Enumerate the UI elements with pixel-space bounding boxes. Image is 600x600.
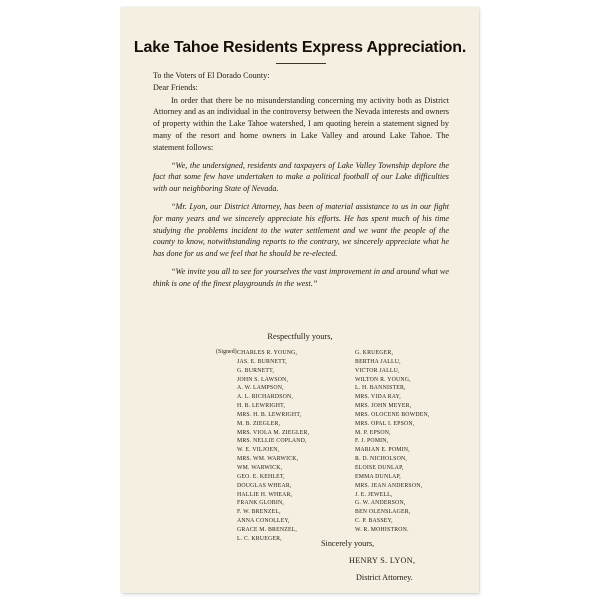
- signer-name: W. E. VILJOEN,: [237, 447, 280, 454]
- signer-name: MRS. NELLIE COPLAND,: [237, 438, 307, 445]
- signer-name: C. P. BASSEY,: [355, 518, 393, 525]
- quote-paragraph: “Mr. Lyon, our District Attorney, has been of material assistance to us in our fight for many years and we sincerely appreciate his efforts. He has spent much of his time studying the problems incident to the water settlement and we want the people of the county to know, notwithstanding reports to the contrary, we sincerely appreciate what he has done for us and we feel that he should be re-elected.: [153, 201, 449, 259]
- signer-name: GRACE M. BRENZEL,: [237, 526, 298, 533]
- signer-name: BERTHA JALLU,: [355, 358, 401, 365]
- signer-name: VICTOR JALLU,: [355, 367, 400, 374]
- signature-title: District Attorney.: [356, 573, 413, 582]
- letter-body: [153, 70, 449, 290]
- signer-name: R. D. NICHOLSON,: [355, 456, 407, 463]
- letter-address: To the Voters of El Dorado County:: [153, 71, 270, 80]
- signer-name: F. W. BRENZEL,: [237, 509, 281, 516]
- intro-paragraph: In order that there be no misunderstanding concerning my activity both as District Attorney and as an individual in the controversy between the Nevada interests and owners of property within the Lake Tahoe watershed, I am quoting herein a statement signed by many of the resort and home owners in Lake Valley and around Lake Tahoe. The statement follows:: [153, 95, 449, 152]
- quote-paragraph: “We invite you all to see for yourselves the vast improvement in and around what we think is one of the finest playgrounds in the west.”: [153, 266, 449, 288]
- signer-name: G. BURNETT,: [237, 367, 275, 374]
- signer-name: H. B. LEWRIGHT,: [237, 403, 286, 410]
- signer-name: G. W. ANDERSON,: [355, 500, 406, 507]
- signer-name: W. R. MOHISTRON.: [355, 526, 409, 533]
- quote-paragraph: “We, the undersigned, residents and taxpayers of Lake Valley Township deplore the fact that some few have undertaken to make a political football of our Lake difficulties with our neighboring State of Nevada.: [153, 160, 449, 194]
- signer-name: HALLIE H. WHEAR,: [237, 491, 293, 498]
- signer-name: M. B. ZIEGLER,: [237, 420, 281, 427]
- signer-name: ANNA CONOLLEY,: [237, 518, 290, 525]
- signer-name: CHARLES R. YOUNG,: [237, 350, 298, 356]
- signer-name: FRANK GLOBIN,: [237, 500, 285, 507]
- signers-column-right: [355, 349, 430, 535]
- signer-name: M. P. EPSON,: [355, 429, 391, 436]
- signature-name: HENRY S. LYON,: [349, 556, 416, 565]
- signer-name: ELOISE DUNLAP,: [355, 464, 404, 471]
- signer-name: MRS. H. B. LEWRIGHT,: [237, 411, 302, 418]
- signer-name: JAS. E. BURNETT,: [237, 358, 287, 365]
- signer-name: MRS. JEAN ANDERSON,: [355, 482, 423, 489]
- signer-name: MRS. WM. WARWICK,: [237, 456, 299, 463]
- signer-name: A. W. LAMPSON,: [237, 385, 284, 392]
- signer-name: DOUGLAS WHEAR,: [237, 482, 292, 489]
- signer-name: MRS. OPAL I. EPSON,: [355, 420, 415, 427]
- signer-name: EMMA DUNLAP,: [355, 473, 401, 480]
- signer-name: A. L. RICHARDSON,: [237, 394, 294, 401]
- closing-line: Respectfully yours,: [267, 332, 333, 341]
- signer-name: MRS. OLOCENE BOWDEN,: [355, 411, 430, 418]
- signer-name: L. C. KRUEGER,: [237, 535, 282, 542]
- sign-off: Sincerely yours,: [321, 539, 375, 548]
- signer-name: G. KRUEGER,: [355, 350, 394, 356]
- signer-name: BEN OLENSLAGER,: [355, 509, 411, 516]
- signer-name: WILTON R. YOUNG,: [355, 376, 411, 383]
- signer-name: F. J. POMIN,: [355, 438, 389, 445]
- signer-name: L. H. BANNISTER,: [355, 385, 406, 392]
- signer-name: MRS. VIOLA M. ZIEGLER,: [237, 429, 310, 436]
- title-rule: [276, 63, 326, 64]
- signer-name: GEO. E. KEHLET,: [237, 473, 285, 480]
- letter-salutation: Dear Friends:: [153, 82, 198, 92]
- signer-name: MARIAN E. POMIN,: [355, 447, 410, 454]
- signer-name: MRS. VIDA RAY,: [355, 394, 401, 401]
- signer-name: WM. WARWICK,: [237, 464, 283, 471]
- document-title: Lake Tahoe Residents Express Appreciation.: [133, 39, 467, 56]
- signer-name: MRS. JOHN MEYER,: [355, 403, 412, 410]
- signer-name: J. E. JEWELL,: [355, 491, 393, 498]
- signers-column-left: [237, 349, 309, 544]
- document-sheet: [121, 7, 479, 593]
- signed-label: (Signed): [216, 349, 237, 355]
- signer-name: JOHN S. LAWSON,: [237, 376, 289, 383]
